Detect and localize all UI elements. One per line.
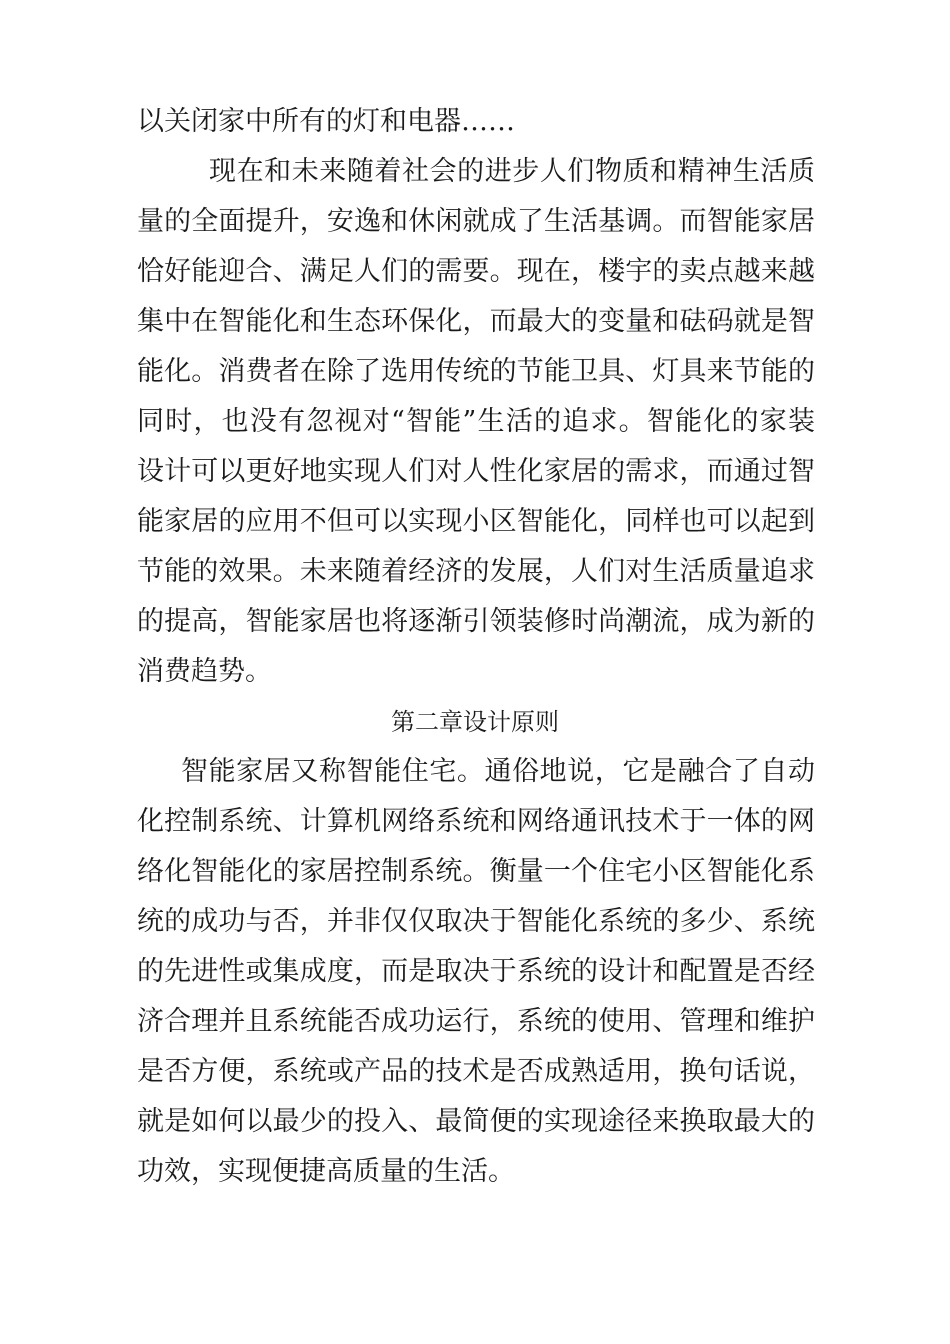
paragraph-2-line: 能化。消费者在除了选用传统的节能卫具、灯具来节能的 (137, 356, 815, 387)
paragraph-3-line: 智能家居又称智能住宅。通俗地说，它是融合了自动 (181, 756, 815, 787)
paragraph-3-line: 就是如何以最少的投入、最简便的实现途径来换取最大的 (137, 1106, 815, 1137)
paragraph-3-line: 的先进性或集成度，而是取决于系统的设计和配置是否经 (137, 956, 815, 987)
paragraph-1-line: 以关闭家中所有的灯和电器…… (137, 106, 515, 137)
paragraph-2-line: 消费趋势。 (137, 656, 272, 687)
paragraph-3-line: 统的成功与否，并非仅仅取决于智能化系统的多少、系统 (137, 906, 815, 937)
paragraph-3-line: 功效，实现便捷高质量的生活。 (137, 1156, 515, 1187)
paragraph-2-line: 量的全面提升，安逸和休闲就成了生活基调。而智能家居 (137, 206, 815, 237)
paragraph-2-line: 的提高，智能家居也将逐渐引领装修时尚潮流，成为新的 (137, 606, 815, 637)
paragraph-3-line: 络化智能化的家居控制系统。衡量一个住宅小区智能化系 (137, 856, 815, 887)
paragraph-2-line: 能家居的应用不但可以实现小区智能化，同样也可以起到 (137, 506, 815, 537)
paragraph-2-line: 节能的效果。未来随着经济的发展，人们对生活质量追求 (137, 556, 815, 587)
paragraph-2-line: 同时，也没有忽视对“智能”生活的追求。智能化的家装 (137, 406, 815, 437)
paragraph-2-line: 设计可以更好地实现人们对人性化家居的需求，而通过智 (137, 456, 815, 487)
paragraph-3-line: 济合理并且系统能否成功运行，系统的使用、管理和维护 (137, 1006, 815, 1037)
chapter-heading: 第二章设计原则 (391, 708, 559, 736)
paragraph-3-line: 是否方便，系统或产品的技术是否成熟适用，换句话说， (137, 1056, 815, 1087)
paragraph-2-line: 恰好能迎合、满足人们的需要。现在，楼宇的卖点越来越 (137, 256, 815, 287)
paragraph-3-line: 化控制系统、计算机网络系统和网络通讯技术于一体的网 (137, 806, 815, 837)
paragraph-2-line: 现在和未来随着社会的进步人们物质和精神生活质 (209, 156, 815, 187)
paragraph-2-line: 集中在智能化和生态环保化，而最大的变量和砝码就是智 (137, 306, 815, 337)
